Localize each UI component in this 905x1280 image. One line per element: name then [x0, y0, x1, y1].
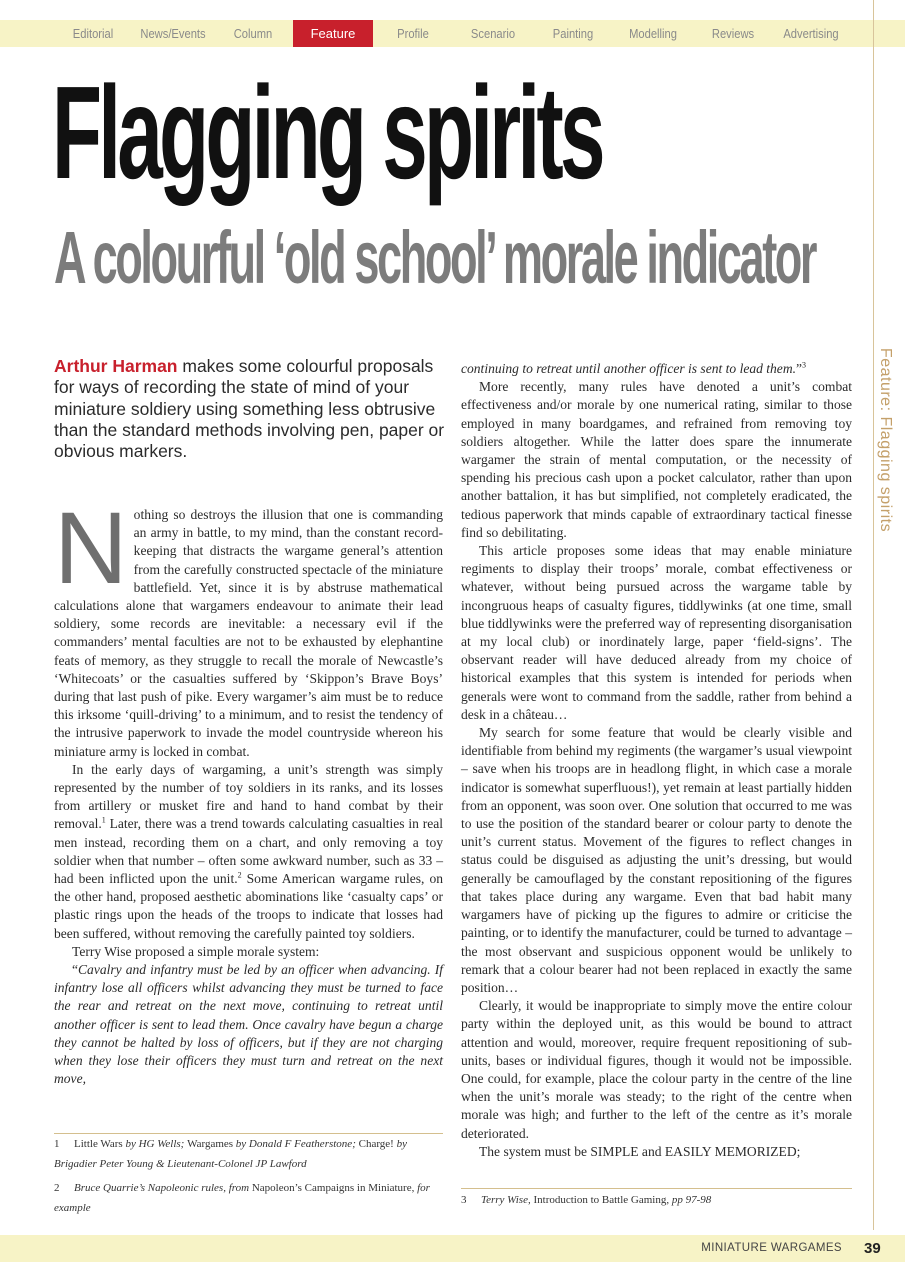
- footnotes-right: [461, 1190, 852, 1210]
- magazine-name: MINIATURE WARGAMES: [701, 1242, 842, 1254]
- paragraph-text: Some American wargame rules, on the other hand, proposed aesthetic abominations like ‘casualty caps’ or plastic rings upon the heads of the troops to indicate that losses had been suffered, without removing the carefully painted toy soldiers.: [54, 871, 443, 941]
- section-side-label: Feature: Flagging spirits: [877, 347, 894, 533]
- body-column-right: [461, 360, 852, 1161]
- footnotes-left: [54, 1134, 443, 1218]
- paragraph-text: Later, there was a trend towards calculating casualties in real men instead, recording them on a chart, and only removing a toy soldier when that number – often some awkward number, such as 33 – had been inflicted upon the unit.: [54, 816, 443, 887]
- nav-tab-scenario[interactable]: Scenario: [470, 26, 516, 41]
- footnote-number: 1: [54, 1138, 60, 1150]
- footnote-text: Wargames: [187, 1138, 236, 1150]
- body-paragraph: Terry Wise proposed a simple morale system:: [72, 943, 320, 959]
- footnote-text: pp 97-98: [671, 1194, 712, 1206]
- page-subtitle: A colourful ‘old school’ morale indicator: [54, 216, 816, 299]
- footnote-text: by Donald F Featherstone;: [235, 1138, 359, 1150]
- nav-tab-editorial[interactable]: Editorial: [72, 26, 114, 41]
- author-name: Arthur Harman: [54, 356, 178, 376]
- footnote-text: Bruce Quarrie’s Napoleonic rules, from: [74, 1182, 252, 1194]
- footnote-ref[interactable]: 2: [237, 870, 242, 880]
- nav-tab-column[interactable]: Column: [233, 26, 273, 41]
- body-column-left: [54, 491, 443, 1089]
- footnote: [54, 1178, 443, 1218]
- nav-tab-advertising[interactable]: Advertising: [783, 26, 839, 41]
- standfirst: [54, 356, 446, 462]
- footnote: [54, 1134, 443, 1174]
- footnote: [461, 1190, 852, 1210]
- footnote-text: for example: [54, 1182, 430, 1214]
- nav-tab-reviews[interactable]: Reviews: [711, 26, 755, 41]
- nav-tab-modelling[interactable]: Modelling: [629, 26, 677, 41]
- page-title: Flagging spirits: [52, 59, 602, 206]
- quote-mark: “: [72, 962, 79, 978]
- page-footer: [0, 1235, 905, 1262]
- body-paragraph: [54, 491, 443, 761]
- margin-rule: [873, 0, 874, 1230]
- standfirst-text: makes some colourful proposals for ways of recording the state of mind of your miniature soldiery using something less obtrusive than the standard methods involving pen, paper or obvious markers.: [54, 356, 445, 462]
- footnote-text: Little Wars: [74, 1138, 126, 1150]
- quote-paragraph: [461, 360, 852, 378]
- quote-text: continuing to retreat until another officer is sent to lead them.: [461, 361, 796, 376]
- section-nav: [0, 20, 905, 47]
- footnote-text: by HG Wells;: [125, 1138, 188, 1150]
- footnote-ref[interactable]: 1: [101, 815, 106, 825]
- page-number: 39: [864, 1240, 881, 1257]
- paragraph-text: othing so destroys the illusion that one is commanding an army in battle, to my mind, than the constant record-keeping that distracts the wargame general’s attention from the carefully constructed spectacle of the miniature battlefield. Yet, since it is by abstruse mathematical calculations alone that wargamers endeavour to animate their lead soldiery, some records are inevitable: a necessary evil if the commanders’ mental faculties are not to be exhausted by elephantine feats of memory, as they struggle to recall the morale of Newcastle’s ‘Whitecoats’ or the casualties suffered by ‘Skippon’s Brave Boys’ during that last push of pike. Every wargamer’s aim must be to reduce this irksome ‘quill-driving’ to a minimum, and to resist the tendency of the intrusive paperwork to invade the model countryside whereon his miniature army is locked in combat.: [54, 507, 443, 759]
- body-paragraph: This article proposes some ideas that may enable miniature regiments to display their troops’ morale, combat effectiveness or whatever, without being pursued across the wargame table by incongruous heaps of casualty figures, tiddlywinks (at one time, small blue tiddlywinks were the preferred way of representing disorganisation at my local club) or inordinately large, paper ‘field-signs’. The observant reader will have deduced already from my choice of historical examples that this system is intended for periods when generals were wont to command from the saddle, rather from behind a desk in a château…: [461, 543, 852, 722]
- body-paragraph: [54, 761, 443, 943]
- body-paragraph: Clearly, it would be inappropriate to simply move the entire colour party within the deployed unit, as this would be bound to attract attention and would, moreover, require frequent repositioning of sub-units, bases or individual figures, though it would not be impossible. One could, for example, place the colour party in the centre of the line when the unit’s morale was steady; to the right of the centre when morale was high; and further to the left of the centre as it’s morale deteriorated.: [461, 998, 852, 1141]
- nav-tab-profile[interactable]: Profile: [397, 26, 429, 41]
- footnote-text: Napoleon’s Campaigns in Miniature,: [251, 1182, 418, 1194]
- footnote-text: Terry Wise,: [481, 1194, 534, 1206]
- footnote-rule: [461, 1188, 852, 1189]
- footnote-ref[interactable]: 3: [802, 360, 807, 370]
- footnote-text: by Brigadier Peter Young & Lieutenant-Colonel JP Lawford: [54, 1138, 407, 1170]
- footnote-text: Introduction to Battle Gaming,: [533, 1194, 672, 1206]
- quote-mark: ”: [796, 361, 803, 376]
- quote-paragraph: [54, 961, 443, 1088]
- quote-text: Cavalry and infantry must be led by an officer when advancing. If infantry lose all officers whilst advancing they must be turned to face the rear and retreat on the next move, continuing to retreat until another officer is sent to lead them. Once cavalry have begun a charge they cannot be halted by loss of officers, but if they are not charging when they lose their officers they must turn and retreat on the next move,: [54, 962, 443, 1087]
- drop-cap: N: [54, 491, 128, 605]
- nav-tab-news-events[interactable]: News/Events: [140, 26, 206, 41]
- footnote-number: 3: [461, 1194, 467, 1206]
- body-paragraph: My search for some feature that would be clearly visible and identifiable from behind my regiments (the wargamer’s usual viewpoint – save when his troops are in headlong flight, in which case a morale indicator is somewhat superfluous!), yet remain at least partially hidden from an opponent, was soon over. One solution that occurred to me was to use the position of the standard bearer or colour party to denote the unit’s current status. Movement of the figures to reflect changes in status could be disguised as adjusting the unit’s dressing, but would generally be camouflaged by the constant repositioning of the figures that takes place during any wargame. Even that bad habit many wargamers have of picking up the figures to admire or criticise the painting, or to identify the manufacturer, could be turned to advantage – the most observant and suspicious opponent would be unlikely to remark that a colour bearer had not been replaced in exactly the same position…: [461, 725, 852, 995]
- body-paragraph: More recently, many rules have denoted a unit’s combat effectiveness and/or morale by one numerical rating, similar to those employed in many boardgames, and refrained from removing toy soldiers altogether. While the latter does spare the innumerate wargamer the strain of mental computation, or the necessity of spending his precious cash upon a pocket calculator, rather than upon another battalion, it has but simplified, not completely eradicated, the tedious paperwork that minds capable of extraordinary tactical finesse find so debilitating.: [461, 379, 852, 540]
- body-paragraph: The system must be SIMPLE and EASILY MEMORIZED;: [479, 1143, 801, 1159]
- paragraph-text: In the early days of wargaming, a unit’s strength was simply represented by the number of toy soldiers in its ranks, and its losses from artillery or musket fire and hand to hand combat by their removal.: [54, 761, 443, 832]
- nav-tab-painting[interactable]: Painting: [552, 26, 594, 41]
- nav-tab-feature[interactable]: Feature: [293, 20, 373, 47]
- footnote-text: Charge!: [358, 1138, 397, 1150]
- footnote-number: 2: [54, 1182, 60, 1194]
